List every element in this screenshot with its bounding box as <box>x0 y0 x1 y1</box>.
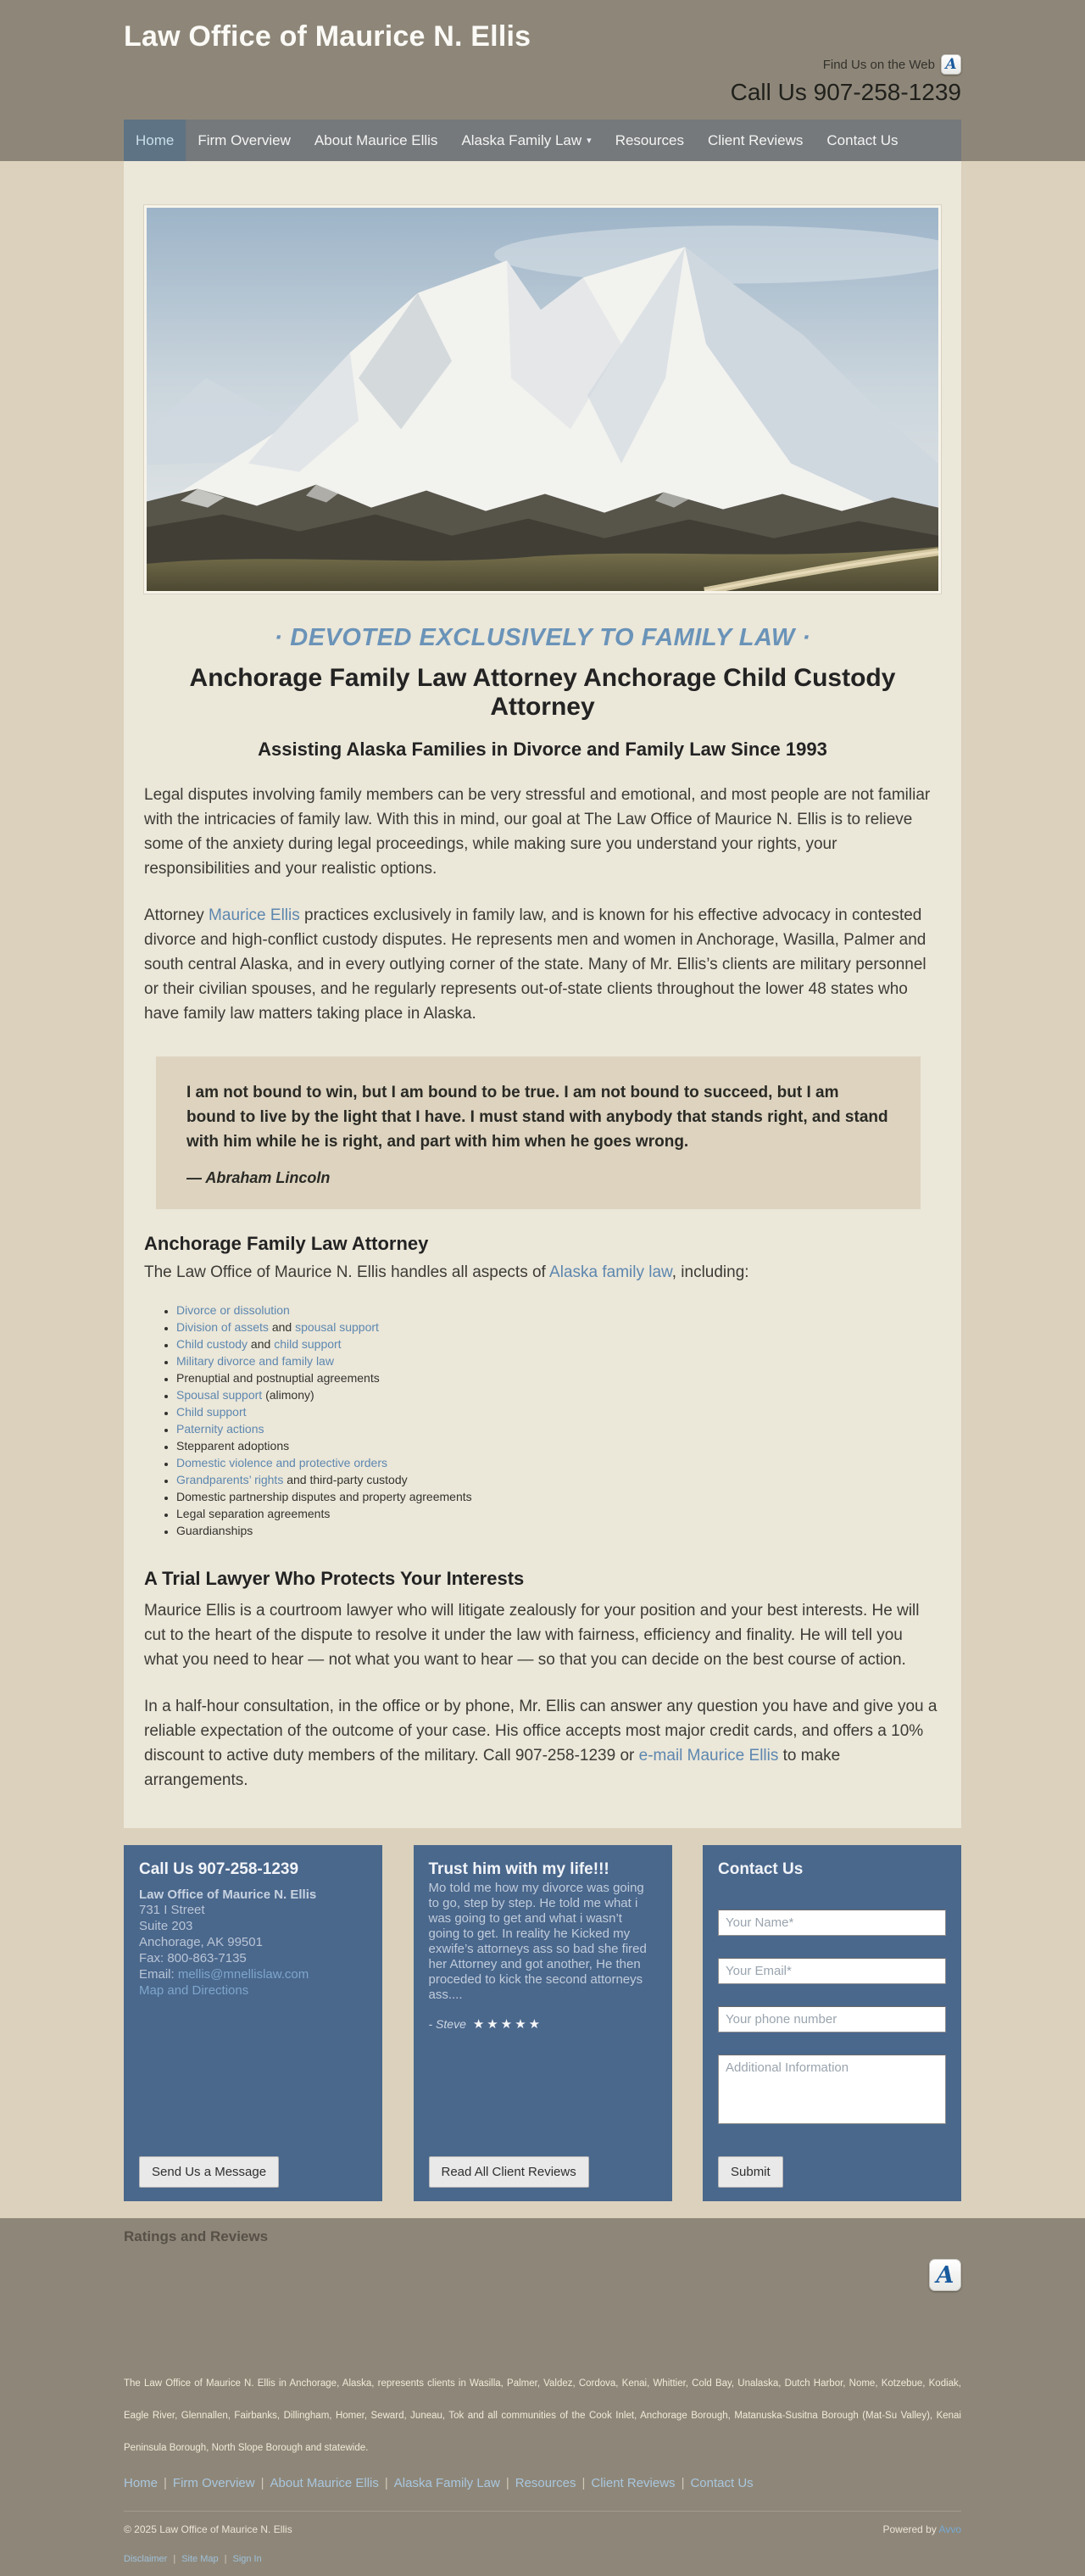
address-line: 731 I Street <box>139 1903 205 1917</box>
lincoln-quote-box <box>156 1057 921 1209</box>
practice-area-list <box>144 1302 941 1539</box>
text-segment: and <box>248 1337 275 1351</box>
nav-item-about-maurice-ellis[interactable]: About Maurice Ellis <box>314 131 438 148</box>
practice-area-item <box>176 1403 941 1420</box>
bottom-boxes <box>124 1845 961 2201</box>
practice-area-item <box>176 1369 941 1386</box>
address-line: Anchorage, AK 99501 <box>139 1935 263 1949</box>
nav-item-home[interactable]: Home <box>124 120 186 161</box>
text-segment: Legal separation agreements <box>176 1507 331 1520</box>
practice-area-item <box>176 1488 941 1505</box>
site-header <box>0 0 1085 161</box>
five-star-rating-icon: ★★★★★ <box>472 2017 543 2032</box>
denali-mountain-illustration <box>147 208 938 591</box>
link-separator: | <box>384 2476 388 2490</box>
email-input[interactable] <box>718 1958 946 1984</box>
text-link[interactable]: Military divorce and family law <box>176 1354 334 1368</box>
consultation-paragraph <box>144 1694 941 1793</box>
find-us-label: Find Us on the Web <box>822 57 935 72</box>
email-maurice-ellis-link[interactable]: e-mail Maurice Ellis <box>638 1747 779 1765</box>
text-link[interactable]: Divorce or dissolution <box>176 1303 290 1317</box>
nav-item-client-reviews[interactable]: Client Reviews <box>707 131 804 148</box>
page-title: Anchorage Family Law Attorney Anchorage Child Custody Attorney <box>189 664 896 721</box>
link-separator: | <box>164 2476 167 2490</box>
maurice-ellis-link[interactable]: Maurice Ellis <box>209 906 300 924</box>
practice-area-item <box>176 1420 941 1437</box>
submit-button[interactable]: Submit <box>718 2156 783 2188</box>
practice-area-item <box>176 1352 941 1369</box>
attorney-paragraph <box>144 903 941 1026</box>
hero-image <box>144 205 941 594</box>
text-segment: In a half-hour consultation, in the office or by phone, Mr. Ellis can answer any question you have and give you a reliable expectation of the outcome of your case. His office accepts most major credit cards, and offers a 10% discount to active duty members of the military. Call 907-258-1239 or <box>144 1698 938 1765</box>
text-segment: (alimony) <box>262 1388 314 1402</box>
nav-item-alaska-family-law[interactable]: Alaska Family Law ▾ <box>461 131 592 148</box>
page-subtitle: Assisting Alaska Families in Divorce and Family Law Since 1993 <box>258 739 827 760</box>
quote-attribution: — Abraham Lincoln <box>186 1169 331 1186</box>
text-segment: , including: <box>671 1263 749 1281</box>
copyright-text: © 2025 Law Office of Maurice N. Ellis <box>124 2523 292 2535</box>
practice-area-item <box>176 1335 941 1352</box>
practice-area-item <box>176 1505 941 1522</box>
link-separator: | <box>224 2554 227 2564</box>
practice-area-item <box>176 1471 941 1488</box>
link-separator: | <box>681 2476 685 2490</box>
nav-item-firm-overview[interactable]: Firm Overview <box>198 131 291 148</box>
text-segment: Email: <box>139 1967 178 1982</box>
text-link[interactable]: Division of assets <box>176 1320 269 1334</box>
practice-area-item <box>176 1386 941 1403</box>
main-nav <box>124 120 961 161</box>
practice-area-item <box>176 1437 941 1454</box>
practice-area-item <box>176 1522 941 1539</box>
site-title: Law Office of Maurice N. Ellis <box>124 20 531 53</box>
footer-legal-links <box>124 2554 961 2564</box>
address-line: Fax: 800-863-7135 <box>139 1951 247 1965</box>
email-line <box>139 1966 367 1982</box>
practice-area-item <box>176 1302 941 1319</box>
map-directions-link[interactable]: Map and Directions <box>139 1983 249 1998</box>
footer-link-firm-overview[interactable]: Firm Overview <box>172 2476 255 2490</box>
powered-by: Powered by Avvo <box>882 2523 961 2535</box>
text-link[interactable]: Child support <box>176 1405 247 1419</box>
footer-divider <box>124 2511 961 2512</box>
address-block <box>139 1902 367 1966</box>
footer-link-site-map[interactable]: Site Map <box>181 2554 219 2564</box>
review-title: Trust him with my life!!! <box>428 1860 609 1878</box>
link-separator: | <box>505 2476 509 2490</box>
practice-areas-intro <box>144 1260 941 1285</box>
alaska-family-law-link[interactable]: Alaska family law <box>549 1263 672 1281</box>
text-link[interactable]: child support <box>274 1337 342 1351</box>
review-box <box>414 1845 672 2201</box>
service-area-disclaimer: The Law Office of Maurice N. Ellis in Anchorage, Alaska, represents clients in Wasilla, Palmer, Valdez, Cordova, Kenai, Whittier, Cold Bay, Unalaska, Dutch Harbor, Nome, Kotzebue, Kodiak, Eagle River, Glennallen, Fairbanks, Dillingham, Homer, Seward, Juneau, Tok and all communities of the Cook Inlet, Anchorage Borough, Matanuska-Susitna Borough (Mat-Su Valley), Kenai Peninsula Borough, North Slope Borough and statewide. <box>124 2378 961 2453</box>
additional-info-textarea[interactable] <box>718 2055 946 2124</box>
text-segment: The Law Office of Maurice N. Ellis handles all aspects of <box>144 1263 550 1281</box>
trial-lawyer-paragraph: Maurice Ellis is a courtroom lawyer who will litigate zealously for your position and your best interests. He will cut to the heart of the dispute to resolve it under the law with fairness, efficiency and finality. He will tell you what you need to hear — not what you want to hear — so that you can decide on the best course of action. <box>144 1602 920 1669</box>
phone-input[interactable] <box>718 2006 946 2032</box>
phone-number: Call Us 907-258-1239 <box>730 79 961 105</box>
footer-link-disclaimer[interactable]: Disclaimer <box>124 2554 168 2564</box>
text-link[interactable]: Domestic violence and protective orders <box>176 1456 388 1469</box>
text-link[interactable]: Grandparents’ rights <box>176 1473 284 1486</box>
avvo-link[interactable]: Avvo <box>938 2523 961 2535</box>
send-message-button[interactable]: Send Us a Message <box>139 2156 279 2188</box>
contact-form-heading: Contact Us <box>718 1860 804 1878</box>
address-line: Suite 203 <box>139 1919 193 1933</box>
nav-item-contact-us[interactable]: Contact Us <box>826 131 899 148</box>
text-link[interactable]: Paternity actions <box>176 1422 264 1436</box>
contact-us-box <box>703 1845 961 2201</box>
footer-link-alaska-family-law[interactable]: Alaska Family Law <box>393 2476 500 2490</box>
footer-link-contact-us[interactable]: Contact Us <box>690 2476 754 2490</box>
text-link[interactable]: Child custody <box>176 1337 248 1351</box>
link-separator: | <box>173 2554 176 2564</box>
tagline: · DEVOTED EXCLUSIVELY TO FAMILY LAW · <box>274 624 811 651</box>
text-link[interactable]: Spousal support <box>176 1388 263 1402</box>
site-footer <box>0 2218 1085 2576</box>
footer-link-client-reviews[interactable]: Client Reviews <box>591 2476 676 2490</box>
text-segment: and <box>268 1320 296 1334</box>
text-segment: Stepparent adoptions <box>176 1439 290 1452</box>
call-us-box <box>124 1845 382 2201</box>
section-heading-family-law: Anchorage Family Law Attorney <box>144 1233 429 1254</box>
text-segment: Guardianships <box>176 1524 253 1537</box>
link-separator: | <box>581 2476 586 2490</box>
practice-area-item <box>176 1319 941 1335</box>
footer-link-about-maurice-ellis[interactable]: About Maurice Ellis <box>270 2476 379 2490</box>
text-segment: to make arrangements. <box>144 1747 841 1789</box>
footer-nav-links <box>124 2476 961 2490</box>
footer-link-resources[interactable]: Resources <box>515 2476 576 2490</box>
text-link[interactable]: spousal support <box>295 1320 379 1334</box>
link-separator: | <box>260 2476 264 2490</box>
ratings-reviews-heading: Ratings and Reviews <box>124 2228 269 2244</box>
review-author: - Steve ★★★★★ <box>428 2017 543 2032</box>
chevron-down-icon: ▾ <box>587 136 592 146</box>
text-segment: Prenuptial and postnuptial agreements <box>176 1371 380 1385</box>
text-segment: Domestic partnership disputes and property agreements <box>176 1490 472 1503</box>
avvo-icon[interactable]: A <box>929 2259 961 2291</box>
call-us-box-heading: Call Us 907-258-1239 <box>139 1860 299 1878</box>
header-contact-block <box>731 54 961 106</box>
intro-paragraph: Legal disputes involving family members can be very stressful and emotional, and most people are not familiar with the intricacies of family law. With this in mind, our goal at The Law Office of Maurice N. Ellis is to relieve some of the anxiety during legal proceedings, while making sure you understand your rights, your responsibilities and your realistic options. <box>144 786 931 878</box>
nav-item-resources[interactable]: Resources <box>615 131 684 148</box>
content-panel <box>124 161 961 1828</box>
firm-name: Law Office of Maurice N. Ellis <box>139 1887 317 1902</box>
text-segment: Attorney <box>144 906 209 924</box>
practice-area-item <box>176 1454 941 1471</box>
avvo-icon[interactable]: A <box>941 54 961 75</box>
read-reviews-button[interactable]: Read All Client Reviews <box>429 2156 589 2188</box>
section-heading-trial-lawyer: A Trial Lawyer Who Protects Your Interests <box>144 1568 525 1589</box>
name-input[interactable] <box>718 1910 946 1936</box>
quote-text: I am not bound to win, but I am bound to be true. I am not bound to succeed, but I am bound to live by the light that I have. I must stand with anybody that stands right, and stand with him while he is right, and part with him when he goes wrong. <box>186 1084 888 1151</box>
email-address-link[interactable]: mellis@mnellislaw.com <box>177 1967 309 1982</box>
footer-link-sign-in[interactable]: Sign In <box>232 2554 262 2564</box>
footer-link-home[interactable]: Home <box>124 2476 159 2490</box>
text-segment: practices exclusively in family law, and is known for his effective advocacy in contested divorce and high-conflict custody disputes. He represents men and women in Anchorage, Wasilla, Palmer and south central Alaska, and in every outlying corner of the state. Many of Mr. Ellis’s clients are military personnel or their civilian spouses, and he regularly represents out-of-state clients throughout the lower 48 states who have family law matters taking place in Alaska. <box>144 906 926 1023</box>
text-segment: and third-party custody <box>283 1473 408 1486</box>
review-text: Mo told me how my divorce was going to go, step by step. He told me what i was going to get and what i wasn’t going to get. In reality he Kicked my exwife’s attorneys ass so bad she fired her Attorney and got another, He then proceded to kick the second attorneys ass.... <box>428 1881 647 2002</box>
